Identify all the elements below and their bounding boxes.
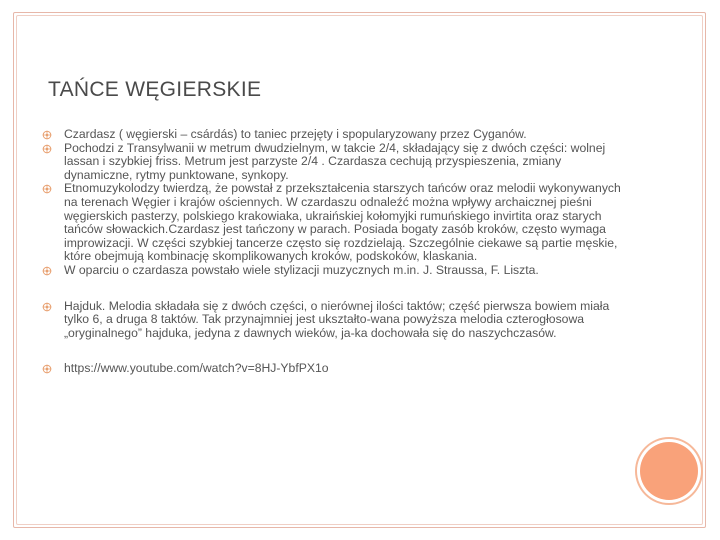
diamond-flower-icon (42, 266, 52, 276)
diamond-flower-icon (42, 184, 52, 194)
bullet-text-1: Czardasz ( węgierski – csárdás) to taniec przejęty i spopularyzowany przez Cyganów. (64, 127, 527, 141)
bullet-item-6 (40, 362, 630, 376)
youtube-link[interactable]: https://www.youtube.com/watch?v=8HJ-YbfPX1o (64, 361, 329, 376)
bullet-item-5 (40, 300, 630, 341)
diamond-flower-icon (42, 144, 52, 154)
bullet-item-3 (40, 182, 630, 264)
bullet-text-3: Etnomuzykolodzy twierdzą, że powstał z przekształcenia starszych tańców oraz melodii wykonywanych na terenach Węgier i krajów ościennych. W czardaszu odnaleźć można wpływy archaicznej pieśni węgierskich pasterzy, polskiego krakowiaka, ukraińskiej kołomyjki rumuńskiego invirtita oraz starych tańców słowackich.Czardasz jest tańczony w parach. Posiada bogaty zasób kroków, często wymaga improwizacji. W części szybkiej tancerze często się rozdzielają. Szczególnie ciekawe są partie męskie, które obejmują kombinację skomplikowanych kroków, podskoków, klaskania. (64, 181, 621, 264)
diamond-flower-icon (42, 302, 52, 312)
bullet-text-5: Hajduk. Melodia składała się z dwóch części, o nierównej ilości taktów; część pierwsza bowiem miała tylko 6, a druga 8 taktów. Tak przynajmniej jest ukształto-wana powyższa melodia czterogłosowa „oryginalnego” hajduka, jedyna z dawnych wieków, ja-ka dochowała się do naszychczasów. (64, 298, 610, 340)
bullet-text-4: W oparciu o czardasza powstało wiele stylizacji muzycznych m.in. J. Straussa, F. Liszta. (64, 262, 539, 277)
bullet-item-4 (40, 264, 630, 278)
diamond-flower-icon (42, 364, 52, 374)
slide-title: TAŃCE WĘGIERSKIE (48, 78, 262, 101)
decorative-circle (640, 442, 698, 500)
diamond-flower-icon (42, 130, 52, 140)
bullet-list (40, 128, 630, 376)
bullet-item-1 (40, 128, 630, 142)
bullet-text-2: Pochodzi z Transylwanii w metrum dwudzielnym, w takcie 2/4, składający się z dwóch części: wolnej lassan i szybkiej friss. Metrum jest parzyste 2/4 . Czardasza cechują przyspieszenia, zmiany dynamiczne, rytmy punktowane, synkopy. (64, 140, 606, 182)
bullet-item-2 (40, 142, 630, 183)
